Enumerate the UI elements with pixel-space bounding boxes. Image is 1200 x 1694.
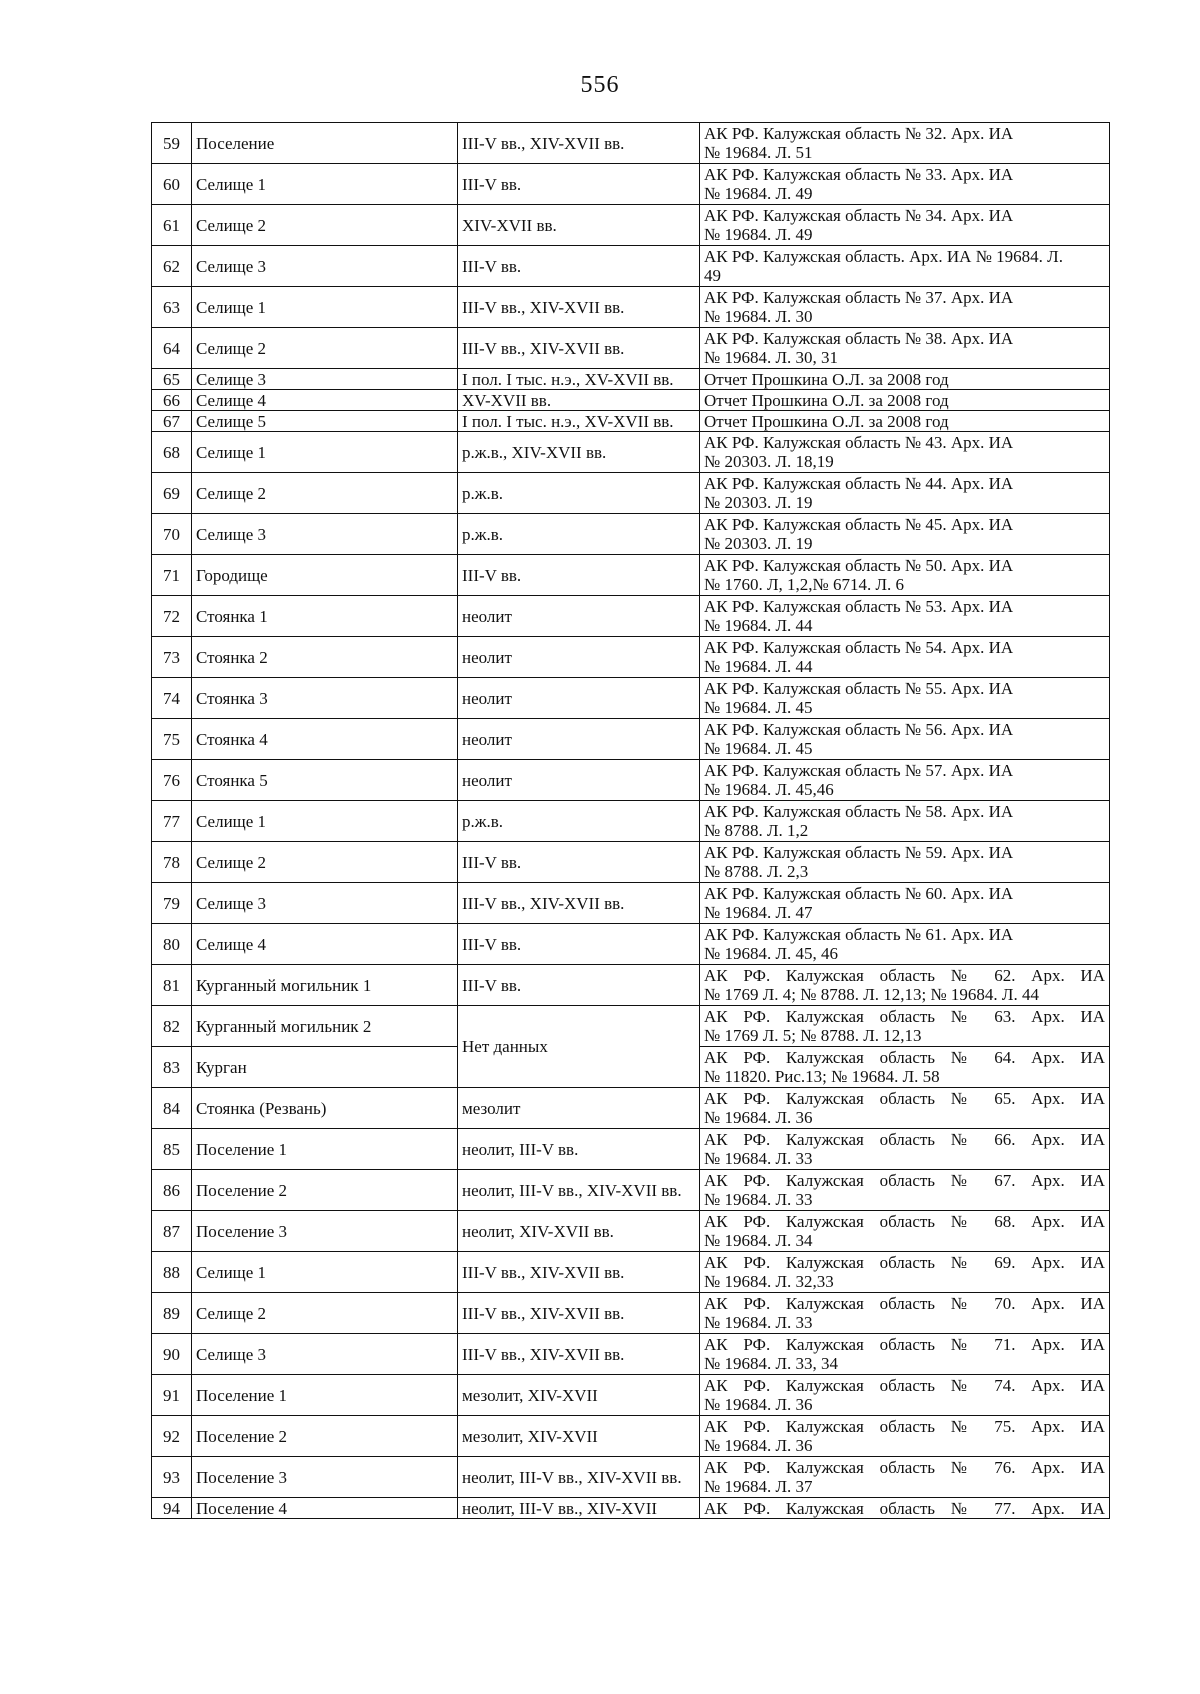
source-line-1: АК РФ. Калужская область № 62. Арх. ИА (704, 966, 1105, 985)
monument-dating: неолит, III-V вв., XIV-XVII вв. (458, 1170, 700, 1211)
monument-name: Городище (192, 555, 458, 596)
table-row (152, 1129, 1110, 1170)
monument-dating: III-V вв., XIV-XVII вв. (458, 883, 700, 924)
monument-name: Поселение 3 (192, 1457, 458, 1498)
source-line-2: № 19684. Л. 47 (704, 903, 813, 922)
table-row (152, 1252, 1110, 1293)
monument-name: Селище 2 (192, 328, 458, 369)
source-line-2: № 11820. Рис.13; № 19684. Л. 58 (704, 1067, 940, 1086)
row-number: 78 (152, 842, 192, 883)
monument-dating: неолит (458, 596, 700, 637)
monument-dating: I пол. I тыс. н.э., XV-XVII вв. (458, 411, 700, 432)
source-line-2: № 20303. Л. 18,19 (704, 452, 834, 471)
archive-source (700, 514, 1110, 555)
source-line-1: АК РФ. Калужская область № 65. Арх. ИА (704, 1089, 1105, 1108)
table-row (152, 678, 1110, 719)
monument-name: Курганный могильник 1 (192, 965, 458, 1006)
table-row (152, 801, 1110, 842)
table-row (152, 473, 1110, 514)
monument-name: Селище 2 (192, 1293, 458, 1334)
source-line-1: АК РФ. Калужская область. Арх. ИА № 19684. Л. (704, 247, 1063, 266)
row-number: 86 (152, 1170, 192, 1211)
table-row (152, 1375, 1110, 1416)
monument-name: Стоянка 4 (192, 719, 458, 760)
monument-dating: р.ж.в. (458, 801, 700, 842)
table-row (152, 328, 1110, 369)
table-row (152, 760, 1110, 801)
monument-dating: III-V вв. (458, 164, 700, 205)
row-number: 76 (152, 760, 192, 801)
table-row (152, 1170, 1110, 1211)
monument-dating: XIV-XVII вв. (458, 205, 700, 246)
monument-dating: неолит, III-V вв., XIV-XVII вв. (458, 1457, 700, 1498)
archive-source (700, 1047, 1110, 1088)
table-row (152, 432, 1110, 473)
archive-source (700, 1088, 1110, 1129)
archive-source (700, 1252, 1110, 1293)
source-line-1: АК РФ. Калужская область № 44. Арх. ИА (704, 474, 1014, 493)
source-line-1: АК РФ. Калужская область № 55. Арх. ИА (704, 679, 1014, 698)
source-line-1: АК РФ. Калужская область № 53. Арх. ИА (704, 597, 1014, 616)
table-row (152, 1334, 1110, 1375)
monument-name: Селище 1 (192, 432, 458, 473)
table-row (152, 205, 1110, 246)
table-row (152, 1498, 1110, 1519)
table-row (152, 637, 1110, 678)
archive-source (700, 473, 1110, 514)
table-row (152, 924, 1110, 965)
monument-name: Селище 3 (192, 246, 458, 287)
monument-name: Селище 3 (192, 1334, 458, 1375)
source-line-2: № 1760. Л, 1,2,№ 6714. Л. 6 (704, 575, 904, 594)
row-number: 65 (152, 369, 192, 390)
source-line-1: Отчет Прошкина О.Л. за 2008 год (704, 411, 949, 431)
source-line-1: АК РФ. Калужская область № 66. Арх. ИА (704, 1130, 1105, 1149)
archive-source (700, 1416, 1110, 1457)
source-line-1: АК РФ. Калужская область № 34. Арх. ИА (704, 206, 1014, 225)
monument-name: Поселение 4 (192, 1498, 458, 1519)
row-number: 67 (152, 411, 192, 432)
source-line-1: АК РФ. Калужская область № 60. Арх. ИА (704, 884, 1014, 903)
row-number: 74 (152, 678, 192, 719)
monument-name: Курганный могильник 2 (192, 1006, 458, 1047)
source-line-2: № 19684. Л. 44 (704, 657, 813, 676)
monument-dating: III-V вв., XIV-XVII вв. (458, 287, 700, 328)
table-body (152, 123, 1110, 1519)
monument-name: Селище 3 (192, 883, 458, 924)
monument-dating: неолит, III-V вв. (458, 1129, 700, 1170)
monument-dating: III-V вв. (458, 965, 700, 1006)
source-line-1: АК РФ. Калужская область № 33. Арх. ИА (704, 165, 1014, 184)
source-line-1: Отчет Прошкина О.Л. за 2008 год (704, 369, 949, 389)
source-line-2: № 19684. Л. 51 (704, 143, 813, 162)
source-line-2: № 19684. Л. 37 (704, 1477, 813, 1496)
source-line-2: № 19684. Л. 33, 34 (704, 1354, 838, 1373)
monument-name: Селище 3 (192, 514, 458, 555)
archive-source (700, 205, 1110, 246)
archive-source (700, 164, 1110, 205)
table-row (152, 1211, 1110, 1252)
source-line-2: № 19684. Л. 49 (704, 184, 813, 203)
source-line-1: АК РФ. Калужская область № 59. Арх. ИА (704, 843, 1014, 862)
table-row (152, 390, 1110, 411)
archive-source (700, 328, 1110, 369)
archive-source (700, 760, 1110, 801)
source-line-1: АК РФ. Калужская область № 57. Арх. ИА (704, 761, 1014, 780)
source-line-1: АК РФ. Калужская область № 32. Арх. ИА (704, 124, 1014, 143)
table-row (152, 842, 1110, 883)
monument-dating: III-V вв., XIV-XVII вв. (458, 123, 700, 164)
source-line-2: № 19684. Л. 33 (704, 1149, 813, 1168)
archive-source (700, 1129, 1110, 1170)
source-line-2: № 19684. Л. 36 (704, 1108, 813, 1127)
monument-dating: III-V вв. (458, 555, 700, 596)
row-number: 93 (152, 1457, 192, 1498)
row-number: 92 (152, 1416, 192, 1457)
source-line-2: № 20303. Л. 19 (704, 493, 813, 512)
source-line-2: № 19684. Л. 49 (704, 225, 813, 244)
monument-name: Селище 3 (192, 369, 458, 390)
source-line-1: АК РФ. Калужская область № 69. Арх. ИА (704, 1253, 1105, 1272)
source-line-2: № 19684. Л. 36 (704, 1436, 813, 1455)
archive-source (700, 123, 1110, 164)
row-number: 71 (152, 555, 192, 596)
source-line-1: АК РФ. Калужская область № 38. Арх. ИА (704, 329, 1014, 348)
monument-name: Селище 2 (192, 205, 458, 246)
table-row (152, 287, 1110, 328)
monument-dating: III-V вв., XIV-XVII вв. (458, 1252, 700, 1293)
monument-name: Поселение (192, 123, 458, 164)
monument-name: Селище 2 (192, 473, 458, 514)
row-number: 70 (152, 514, 192, 555)
monument-name: Поселение 2 (192, 1170, 458, 1211)
source-line-2: № 19684. Л. 45, 46 (704, 944, 838, 963)
monument-name: Селище 4 (192, 924, 458, 965)
source-line-2: № 19684. Л. 33 (704, 1190, 813, 1209)
table-row (152, 1457, 1110, 1498)
archive-source (700, 1498, 1110, 1519)
source-line-1: АК РФ. Калужская область № 67. Арх. ИА (704, 1171, 1105, 1190)
monument-name: Курган (192, 1047, 458, 1088)
monument-dating: мезолит (458, 1088, 700, 1129)
table-row (152, 555, 1110, 596)
source-line-2: № 19684. Л. 36 (704, 1395, 813, 1414)
archive-source (700, 246, 1110, 287)
source-line-1: АК РФ. Калужская область № 50. Арх. ИА (704, 556, 1014, 575)
row-number: 69 (152, 473, 192, 514)
table-row (152, 1088, 1110, 1129)
source-line-2: № 8788. Л. 2,3 (704, 862, 809, 881)
monument-name: Селище 5 (192, 411, 458, 432)
table-row (152, 883, 1110, 924)
monument-name: Стоянка 1 (192, 596, 458, 637)
archive-source (700, 369, 1110, 390)
row-number: 59 (152, 123, 192, 164)
source-line-2: № 19684. Л. 45,46 (704, 780, 834, 799)
monument-dating: Нет данных (458, 1006, 700, 1088)
source-line-1: АК РФ. Калужская область № 74. Арх. ИА (704, 1376, 1105, 1395)
archive-source (700, 842, 1110, 883)
archive-source (700, 1211, 1110, 1252)
monument-name: Стоянка 2 (192, 637, 458, 678)
archive-source (700, 390, 1110, 411)
monuments-table (151, 122, 1110, 1519)
monument-dating: неолит, III-V вв., XIV-XVII (458, 1498, 700, 1519)
row-number: 89 (152, 1293, 192, 1334)
source-line-2: № 20303. Л. 19 (704, 534, 813, 553)
archive-source (700, 719, 1110, 760)
monument-dating: р.ж.в., XIV-XVII вв. (458, 432, 700, 473)
monument-dating: XV-XVII вв. (458, 390, 700, 411)
archive-source (700, 1293, 1110, 1334)
monument-dating: I пол. I тыс. н.э., XV-XVII вв. (458, 369, 700, 390)
archive-source (700, 965, 1110, 1006)
monument-name: Поселение 1 (192, 1375, 458, 1416)
monument-name: Стоянка (Резвань) (192, 1088, 458, 1129)
archive-source (700, 555, 1110, 596)
source-line-1: АК РФ. Калужская область № 77. Арх. ИА (704, 1498, 1105, 1518)
row-number: 77 (152, 801, 192, 842)
monument-dating: неолит (458, 760, 700, 801)
monument-dating: р.ж.в. (458, 514, 700, 555)
monument-dating: р.ж.в. (458, 473, 700, 514)
monument-name: Селище 2 (192, 842, 458, 883)
table-row (152, 123, 1110, 164)
source-line-1: АК РФ. Калужская область № 43. Арх. ИА (704, 433, 1014, 452)
archive-source (700, 411, 1110, 432)
archive-source (700, 1006, 1110, 1047)
monument-dating: III-V вв., XIV-XVII вв. (458, 328, 700, 369)
archive-source (700, 1334, 1110, 1375)
row-number: 60 (152, 164, 192, 205)
source-line-1: Отчет Прошкина О.Л. за 2008 год (704, 390, 949, 410)
archive-source (700, 596, 1110, 637)
source-line-2: № 19684. Л. 44 (704, 616, 813, 635)
row-number: 66 (152, 390, 192, 411)
row-number: 61 (152, 205, 192, 246)
monument-dating: неолит (458, 637, 700, 678)
monument-name: Стоянка 3 (192, 678, 458, 719)
monument-name: Селище 1 (192, 801, 458, 842)
source-line-2: № 19684. Л. 33 (704, 1313, 813, 1332)
row-number: 64 (152, 328, 192, 369)
archive-source (700, 801, 1110, 842)
source-line-2: № 1769 Л. 5; № 8788. Л. 12,13 (704, 1026, 922, 1045)
table-row (152, 1416, 1110, 1457)
monument-dating: мезолит, XIV-XVII (458, 1375, 700, 1416)
row-number: 80 (152, 924, 192, 965)
row-number: 90 (152, 1334, 192, 1375)
archive-source (700, 1375, 1110, 1416)
row-number: 72 (152, 596, 192, 637)
archive-source (700, 924, 1110, 965)
source-line-2: № 19684. Л. 34 (704, 1231, 813, 1250)
row-number: 91 (152, 1375, 192, 1416)
source-line-1: АК РФ. Калужская область № 61. Арх. ИА (704, 925, 1014, 944)
monument-name: Стоянка 5 (192, 760, 458, 801)
monument-dating: III-V вв. (458, 246, 700, 287)
row-number: 68 (152, 432, 192, 473)
source-line-2: № 19684. Л. 32,33 (704, 1272, 834, 1291)
archive-source (700, 1457, 1110, 1498)
monument-name: Поселение 2 (192, 1416, 458, 1457)
monument-dating: мезолит, XIV-XVII (458, 1416, 700, 1457)
table-row (152, 164, 1110, 205)
row-number: 63 (152, 287, 192, 328)
monument-dating: III-V вв., XIV-XVII вв. (458, 1334, 700, 1375)
source-line-1: АК РФ. Калужская область № 64. Арх. ИА (704, 1048, 1105, 1067)
monument-name: Селище 1 (192, 1252, 458, 1293)
source-line-1: АК РФ. Калужская область № 56. Арх. ИА (704, 720, 1014, 739)
table-row (152, 1006, 1110, 1047)
row-number: 79 (152, 883, 192, 924)
monument-dating: неолит, XIV-XVII вв. (458, 1211, 700, 1252)
table-row (152, 965, 1110, 1006)
monument-name: Поселение 1 (192, 1129, 458, 1170)
archive-source (700, 287, 1110, 328)
monument-name: Селище 1 (192, 287, 458, 328)
source-line-1: АК РФ. Калужская область № 76. Арх. ИА (704, 1458, 1105, 1477)
source-line-1: АК РФ. Калужская область № 75. Арх. ИА (704, 1417, 1105, 1436)
row-number: 75 (152, 719, 192, 760)
source-line-1: АК РФ. Калужская область № 45. Арх. ИА (704, 515, 1014, 534)
monument-name: Селище 1 (192, 164, 458, 205)
source-line-1: АК РФ. Калужская область № 71. Арх. ИА (704, 1335, 1105, 1354)
source-line-2: № 1769 Л. 4; № 8788. Л. 12,13; № 19684. Л. 44 (704, 985, 1039, 1004)
row-number: 85 (152, 1129, 192, 1170)
row-number: 81 (152, 965, 192, 1006)
table-row (152, 596, 1110, 637)
row-number: 82 (152, 1006, 192, 1047)
source-line-1: АК РФ. Калужская область № 63. Арх. ИА (704, 1007, 1105, 1026)
source-line-2: № 19684. Л. 30, 31 (704, 348, 838, 367)
source-line-2: 49 (704, 266, 721, 285)
table-row (152, 369, 1110, 390)
monument-dating: неолит (458, 678, 700, 719)
source-line-1: АК РФ. Калужская область № 68. Арх. ИА (704, 1212, 1105, 1231)
table-row (152, 246, 1110, 287)
source-line-2: № 8788. Л. 1,2 (704, 821, 809, 840)
row-number: 88 (152, 1252, 192, 1293)
archive-source (700, 883, 1110, 924)
table-row (152, 1293, 1110, 1334)
source-line-1: АК РФ. Калужская область № 70. Арх. ИА (704, 1294, 1105, 1313)
monument-name: Поселение 3 (192, 1211, 458, 1252)
archive-source (700, 432, 1110, 473)
table-row (152, 514, 1110, 555)
row-number: 87 (152, 1211, 192, 1252)
page-number: 556 (580, 72, 620, 98)
monument-dating: III-V вв., XIV-XVII вв. (458, 1293, 700, 1334)
monument-name: Селище 4 (192, 390, 458, 411)
row-number: 94 (152, 1498, 192, 1519)
source-line-2: № 19684. Л. 45 (704, 739, 813, 758)
source-line-1: АК РФ. Калужская область № 58. Арх. ИА (704, 802, 1014, 821)
table-row (152, 719, 1110, 760)
archive-source (700, 1170, 1110, 1211)
row-number: 84 (152, 1088, 192, 1129)
table-row (152, 411, 1110, 432)
archive-source (700, 678, 1110, 719)
row-number: 73 (152, 637, 192, 678)
row-number: 83 (152, 1047, 192, 1088)
source-line-1: АК РФ. Калужская область № 54. Арх. ИА (704, 638, 1014, 657)
monument-dating: III-V вв. (458, 842, 700, 883)
monument-dating: III-V вв. (458, 924, 700, 965)
source-line-1: АК РФ. Калужская область № 37. Арх. ИА (704, 288, 1014, 307)
source-line-2: № 19684. Л. 45 (704, 698, 813, 717)
source-line-2: № 19684. Л. 30 (704, 307, 813, 326)
monument-dating: неолит (458, 719, 700, 760)
row-number: 62 (152, 246, 192, 287)
archive-source (700, 637, 1110, 678)
